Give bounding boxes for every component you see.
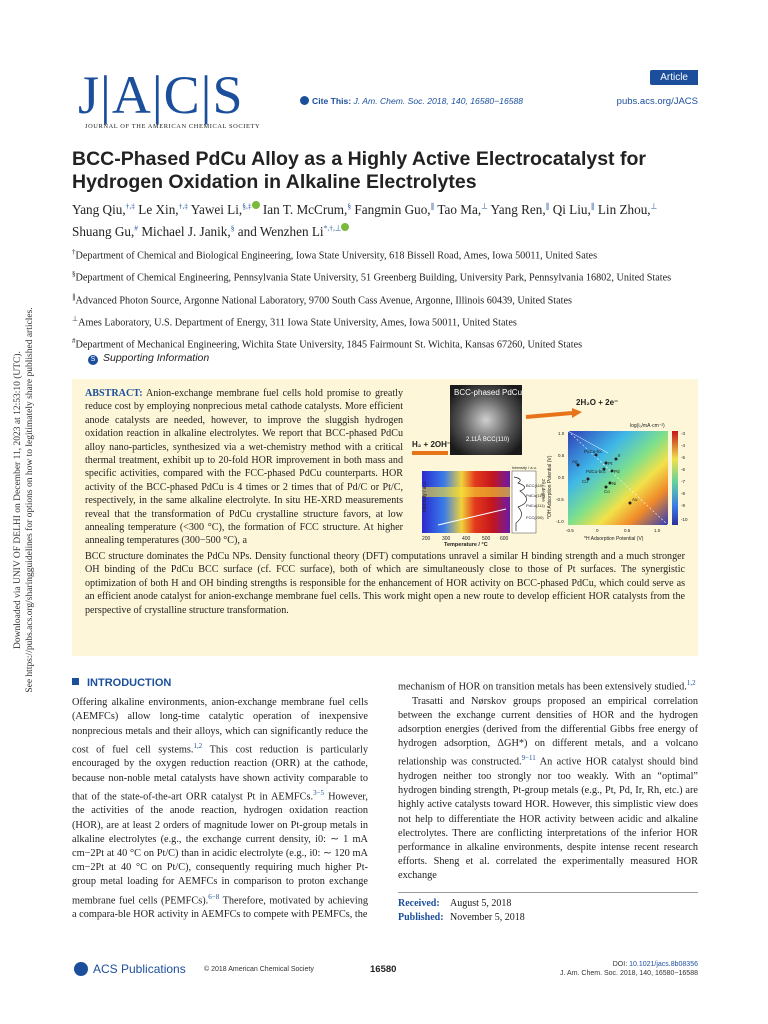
colorbar-tick: -4 bbox=[681, 443, 686, 448]
supporting-info-icon: S bbox=[88, 355, 98, 365]
published-date: Published: November 5, 2018 bbox=[398, 912, 525, 923]
xrd-band bbox=[422, 487, 510, 497]
xrd-ylabel: Intensity / a.u. bbox=[422, 480, 428, 512]
journal-name: JOURNAL OF THE AMERICAN CHEMICAL SOCIETY bbox=[85, 123, 261, 130]
colorbar-tick: -3 bbox=[681, 431, 686, 436]
volcano-colorbar bbox=[672, 431, 678, 525]
citation-link[interactable]: 9−11 bbox=[521, 754, 536, 763]
volcano-point-label: PdCu-fcc bbox=[584, 449, 603, 454]
volcano-point-label: Ni bbox=[612, 481, 617, 486]
tem-label: BCC-phased PdCu bbox=[454, 388, 523, 397]
article-title: BCC-Phased PdCu Alloy as a Highly Active Electrocatalyst for Hydrogen Oxidation in Alkaline Electrolytes bbox=[72, 148, 646, 193]
volcano-ylabel: *OH Adsorption Potential (V) bbox=[547, 455, 553, 519]
author[interactable]: Shuang Gu,# bbox=[72, 223, 139, 239]
xrd-tick: 400 bbox=[462, 536, 471, 542]
introduction-left-column bbox=[72, 676, 368, 923]
volcano-xtick: 0 bbox=[596, 528, 599, 533]
abstract-continued: BCC structure dominates the PdCu NPs. Density functional theory (DFT) computations unravel a similar H binding strength and a much stronger OH binding of the PdCu BCC surface (cf. FCC surface), both of which are simultaneously close to those of Pt surfaces. The synergistic optimization of both H and OH binding strengths is responsible for the enhancement of HOR activity on BCC-phased PdCu, which could serve as an efficient anode catalyst for anion-exchange membrane fuel cells. This work might open a new route to develop efficient HOR catalysts from the perspective of crystalline structure transformation. bbox=[85, 551, 685, 616]
affiliation: ⊥Ames Laboratory, U.S. Department of Energy, 311 Iowa State University, Ames, Iowa 50011, United States bbox=[72, 314, 517, 329]
volcano-ytick: 1.0 bbox=[558, 431, 565, 436]
page-footer bbox=[72, 958, 698, 988]
orcid-icon[interactable] bbox=[341, 223, 349, 231]
volcano-point-label: PdCu-bcc bbox=[586, 469, 606, 474]
introduction-heading: INTRODUCTION bbox=[72, 676, 368, 690]
author[interactable]: Yawei Li,§,‡ bbox=[191, 202, 260, 217]
volcano-ytick: -0.5 bbox=[556, 497, 564, 502]
author-list bbox=[72, 198, 698, 241]
xrd-tick: 200 bbox=[422, 536, 431, 542]
affiliation: #Department of Mechanical Engineering, Wichita State University, 1845 Fairmount St. Wichita, Kansas 67260, United States bbox=[72, 337, 583, 351]
cite-reference[interactable]: J. Am. Chem. Soc. 2018, 140, 16580−16588 bbox=[353, 96, 524, 106]
volcano-xtick: 0.5 bbox=[624, 528, 631, 533]
abstract-heading: ABSTRACT: bbox=[85, 388, 143, 399]
section-marker-icon bbox=[72, 678, 79, 685]
author[interactable]: Lin Zhou,⊥ bbox=[597, 202, 658, 218]
publication-dates bbox=[398, 892, 698, 925]
volcano-ytick: 0.5 bbox=[558, 453, 565, 458]
xrd-peak-label: PdCu(110) bbox=[526, 493, 546, 498]
colorbar-tick: -7 bbox=[681, 479, 686, 484]
xrd-tick: 600 bbox=[500, 536, 509, 542]
xrd-peak-label: PdCu(111) bbox=[526, 503, 545, 508]
article-type-badge: Article bbox=[650, 70, 698, 85]
cite-label: Cite This: bbox=[312, 96, 352, 106]
volcano-point-label: Pt bbox=[608, 461, 613, 466]
author[interactable]: Ian T. McCrum,§ bbox=[262, 202, 352, 218]
citation-link[interactable]: 3−5 bbox=[313, 788, 325, 797]
received-date: Received: August 5, 2018 bbox=[398, 898, 512, 909]
author[interactable]: Fangmin Guo,∥ bbox=[354, 202, 435, 218]
colorbar-tick: -10 bbox=[681, 517, 688, 522]
acs-logo-icon bbox=[74, 962, 88, 976]
xrd-profile-panel bbox=[512, 471, 536, 533]
volcano-point-label: Co bbox=[604, 489, 610, 494]
author[interactable]: and Wenzhen Li*,†,⊥ bbox=[238, 224, 350, 239]
paragraph: Offering alkaline environments, anion-exchange membrane fuel cells (AEMFCs) allow long-time catalytic operation of inexpensive nonprecious metals and their alloys, which can significantly reduce the cost of fuel cell systems.$^{1,2}$ This cost reduction is particularly encouraged by the oxygen reduction reaction (ORR) at the cathode, because non-noble metal catalysts have shown activity comparable to that of the state-of-the-art ORR catalyst Pt in AEMFCs.$^{3-5}$ However, the activities of the anode reaction, hydrogen oxidation reaction (HOR), are at least 2 orders of magnitude lower on Pt-group metals in alkaline electrolytes (e.g., the exchange current density, i0: ∼ 1 mA cm−2Pt at 40 °C on Pt/C) than in acidic electrolyte (e.g., i0: ∼ 120 mA cm−2Pt at 40 °C on Pt/C), consequently requiring much higher Pt-group metal loading for AEMFCs in comparison to proton exchange membrane fuel cells (PEMFCs).$^{6-8}$ Therefore, motivated by achieving a compara-ble HOR activity in AEMFCs to compete with PEMFCs, the bbox=[72, 697, 368, 921]
toc-graphic bbox=[408, 383, 695, 548]
affiliations bbox=[72, 245, 698, 356]
affiliation: §Department of Chemical Engineering, Pennsylvania State University, 51 Greenberg Building, University Park, Pennsylvania 16802, United States bbox=[72, 270, 672, 284]
reaction-arrow bbox=[526, 413, 572, 417]
author[interactable]: Tao Ma,⊥ bbox=[437, 202, 488, 218]
volcano-xtick: 1.0 bbox=[654, 528, 661, 533]
volcano-point-label: Ag bbox=[572, 459, 578, 464]
volcano-title: log(i₀/mA·cm⁻²) bbox=[630, 423, 665, 429]
supporting-information-link[interactable]: S Supporting Information bbox=[88, 352, 209, 365]
cite-icon bbox=[300, 96, 309, 105]
xrd-xlabel: Temperature / °C bbox=[444, 542, 488, 548]
footer-citation: J. Am. Chem. Soc. 2018, 140, 16580−16588 bbox=[560, 970, 698, 977]
volcano-point-label: Au bbox=[632, 497, 638, 502]
introduction-right-column bbox=[398, 676, 698, 884]
orcid-icon[interactable] bbox=[252, 201, 260, 209]
affiliation: ∥Advanced Photon Source, Argonne National Laboratory, 9700 South Cass Avenue, Argonne, Illinois 60439, United States bbox=[72, 292, 572, 306]
paragraph: mechanism of HOR on transition metals has been extensively studied.$^{1,2}$ bbox=[398, 679, 696, 693]
download-notice-line1: Downloaded via UNIV OF DELHI on December 11, 2023 at 12:53:10 (UTC). bbox=[13, 351, 23, 649]
colorbar-tick: -5 bbox=[681, 455, 686, 460]
xrd-peak-label: FCC(200) bbox=[526, 515, 544, 520]
lattice-label: 2.11Å BCC(110) bbox=[466, 437, 510, 443]
author[interactable]: Le Xin,†,‡ bbox=[138, 202, 188, 218]
journal-url-link[interactable]: pubs.acs.org/JACS bbox=[616, 96, 698, 107]
colorbar-tick: -8 bbox=[681, 491, 686, 496]
xrd-tick: 500 bbox=[482, 536, 491, 542]
abstract-text: ABSTRACT: Anion-exchange membrane fuel cells hold promise to greatly reduce cost by employing nonprecious metal cathode catalysts. More efficient anode catalysts are needed, however, to improve the sluggish hydrogen oxidation reaction in alkaline electrolytes. We report that BCC-phased PdCu alloy nano-particles, synthesized via a wet-chemistry method with a critical thermal treatment, exhibit up to 20-fold HOR improvement in both mass and specific activities, compared with the FCC-phased PdCu counterparts. HOR activity of the BCC-phased PdCu is 4 times or 2 times that of Pd/C or Pt/C, respectively, in the same alkaline electrolyte. In situ HE-XRD measurements reveal that the transformation of PdCu crystalline structure favors, at low annealing temperature (<300 °C), the formation of FCC structure. At higher annealing temperatures (300−500 °C), a bbox=[85, 388, 404, 547]
acs-publications-logo[interactable]: ACS Publications bbox=[74, 962, 186, 976]
volcano-xlabel: *H Adsorption Potential (V) bbox=[584, 536, 644, 542]
xrd-tick: 300 bbox=[442, 536, 451, 542]
author[interactable]: Yang Ren,∥ bbox=[490, 202, 550, 218]
reaction-reactant: H₂ + 2OH⁻ bbox=[412, 440, 452, 449]
jacs-logo[interactable]: J|A|C|S bbox=[78, 65, 244, 125]
author[interactable]: Qi Liu,∥ bbox=[552, 202, 595, 218]
volcano-xtick: -0.5 bbox=[566, 528, 574, 533]
copyright: © 2018 American Chemical Society bbox=[204, 966, 314, 973]
page-number: 16580 bbox=[370, 964, 397, 975]
doi-link[interactable]: 10.1021/jacs.8b08356 bbox=[629, 961, 698, 968]
download-notice-line2: See https://pubs.acs.org/sharingguidelines for options on how to legitimately share published articles. bbox=[25, 307, 35, 693]
volcano-ytick: 0.0 bbox=[558, 475, 565, 480]
reaction-arrowhead bbox=[572, 408, 582, 418]
xrd-heatmap bbox=[422, 471, 510, 533]
author[interactable]: Michael J. Janik,§ bbox=[141, 223, 235, 239]
citation-link[interactable]: 1,2 bbox=[686, 679, 696, 687]
reaction-product: 2H₂O + 2e⁻ bbox=[576, 398, 619, 407]
colorbar-tick: -9 bbox=[681, 503, 686, 508]
citation-link[interactable]: 6−8 bbox=[208, 892, 220, 901]
doi-block: DOI: 10.1021/jacs.8b08356 J. Am. Chem. Soc. 2018, 140, 16580−16588 bbox=[560, 961, 698, 977]
xrd-side-label: Intensity / a.u. bbox=[512, 465, 537, 470]
journal-header bbox=[72, 66, 698, 136]
download-notice bbox=[12, 300, 42, 700]
affiliation: †Department of Chemical and Biological Engineering, Iowa State University, 618 Bissell Road, Ames, Iowa 50011, United Sates bbox=[72, 248, 598, 262]
colorbar-tick: -6 bbox=[681, 467, 686, 472]
citation-link[interactable]: 1,2 bbox=[193, 741, 203, 750]
volcano-point-label: Pd bbox=[614, 469, 620, 474]
xrd-peak-label: BCC(110) bbox=[526, 483, 544, 488]
volcano-point-label: Cu bbox=[582, 479, 588, 484]
author[interactable]: Yang Qiu,†,‡ bbox=[72, 202, 135, 218]
volcano-ytick: -1.0 bbox=[556, 519, 564, 524]
paragraph: Trasatti and Nørskov groups proposed an empirical correlation between the exchange current densities of HOR and the hydrogen adsorption energies (derived from the differential Gibbs free energy of hydrogen adsorption, ΔGH*) on different metals, and a volcano relationship was constructed.$^{9-11}$ An active HOR catalyst should bind hydrogen neither too strongly nor too weakly. With an “optimal” hydrogen binding strength, Pt-group metals (e.g., Pt, Pd, Ir, Rh, etc.) are highly active catalysts toward HOR. However, this simplistic view does not help to differentiate the HOR activity between acidic and alkaline electrolytes. There are conflicting interpretations of the inferior HOR performance in alkaline environments, despite intense recent research efforts. Sheng et al. correlated the experimentally measured HOR exchange bbox=[398, 695, 699, 882]
xrd-angle-label: 2θ / degree bbox=[541, 479, 546, 502]
abstract-box bbox=[72, 379, 698, 656]
cite-this[interactable] bbox=[300, 96, 523, 106]
volcano-point-label: Ir bbox=[618, 453, 621, 458]
